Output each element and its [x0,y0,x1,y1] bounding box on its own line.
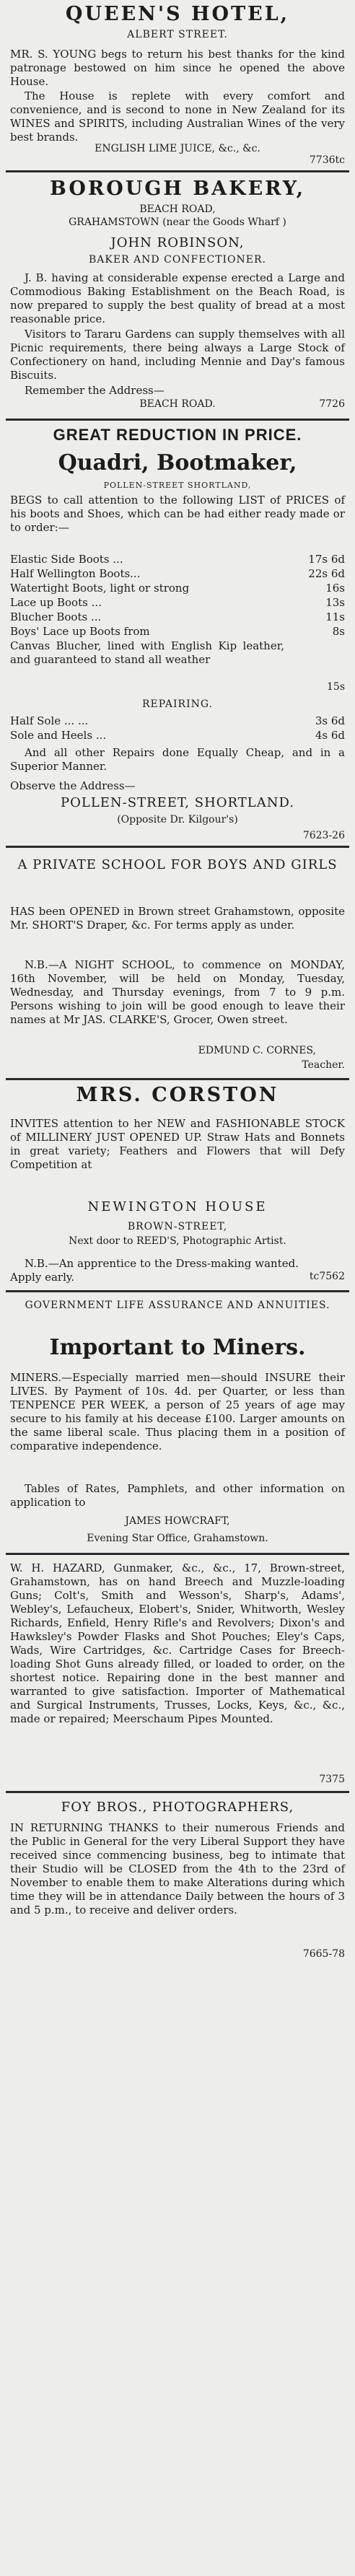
price-label: Lace up Boots ... [10,596,102,609]
corston-nb: N.B.—An apprentice to the Dress-making wanted. Apply early. [10,1257,299,1284]
corston-next-door: Next door to REED'S, Photographic Artist. [69,1235,286,1247]
queens-hotel-paragraph-2: The House is replete with every comfort and convenience, and is second to none in New Zealand for its WINES and SPIRITS, including Australian Wines of the very best brands. [10,89,345,144]
bakery-trade: BAKER AND CONFECTIONER. [89,254,266,266]
price-value: 17s 6d [308,553,345,566]
quadri-title: Quadri, Bootmaker, [58,450,297,476]
foy-paragraph: IN RETURNING THANKS to their numerous Friends and the Public in General for the very Liberal Support they have received since commencing business, beg to intimate that their Studio will be CLOSED from the 4th to the 23rd of November to enable them to make Alterations during which time they will be in attendance Daily between the hours of 3 and 5 p.m., to receive and deliver orders. [10,1821,345,1916]
bakery-proprietor: JOHN ROBINSON, [110,235,245,250]
divider [6,1553,349,1555]
bakery-paragraph-1: J. B. having at considerable expense erected a Large and Commodious Baking Establishment on the Beach Road, is now prepared to supply the best quality of bread at a most reasonable price. [10,271,345,325]
hazard-paragraph: W. H. HAZARD, Gunmaker, &c., &c., 17, Brown-street, Grahamstown, has on hand Breech and Muzzle-loading Guns; Colt's, Smith and Wesson's, Sharp's, Adams', Webley's, Lefaucheux, Elobert's, Snider, Whitworth, Wesley Richards, Enfield, Henry Rifle's and Revolvers; Dixon's and Hawksley's Powder Flasks and Shot Pouches; Eley's Caps, Wads, Wire Cartridges, &c. Cartridge Cases for Breech-loading Shot Guns already filled, or loaded to order, on the shortest notice. Repairing done in the best manner and warranted to give satisfaction. Importer of Mathematical and Surgical Instruments, Trusses, Locks, Keys, &c., &c., made or repaired; Meerschaum Pipes Mounted. [10,1561,345,1725]
govt-title: GOVERNMENT LIFE ASSURANCE AND ANNUITIES. [25,1300,330,1311]
queens-hotel-ref: 7736tc [309,154,345,166]
quadri-intro: BEGS to call attention to the following LIST of PRICES of his boots and Shoes, which can be had either ready made or to order:— [10,494,345,534]
price-label: Blucher Boots ... [10,610,102,623]
quadri-street: POLLEN-STREET SHORTLAND, [103,481,252,490]
bakery-address: BEACH ROAD. [139,398,216,410]
queens-hotel-lime-juice: ENGLISH LIME JUICE, &c., &c. [95,143,260,154]
corston-ref: tc7562 [309,1271,345,1282]
price-label: Boys' Lace up Boots from [10,625,150,638]
bakery-town: GRAHAMSTOWN (near the Goods Wharf ) [69,216,286,228]
school-title: A PRIVATE SCHOOL FOR BOYS AND GIRLS [17,857,338,872]
bakery-remember: Remember the Address— [25,384,165,397]
divider [6,1791,349,1793]
quadri-canvas-blucher: Canvas Blucher, lined with English Kip leather, and guaranteed to stand all weather [10,639,284,666]
bakery-road: BEACH ROAD, [139,203,216,215]
corston-title: MRS. CORSTON [76,1084,279,1106]
quadri-observe: Observe the Address— [10,779,136,792]
price-value: 11s [325,610,345,623]
hazard-ref: 7375 [319,1774,345,1785]
quadri-banner: GREAT REDUCTION IN PRICE. [53,426,302,444]
miners-office: Evening Star Office, Grahamstown. [87,1533,268,1544]
quadri-opposite: (Opposite Dr. Kilgour's) [117,814,238,825]
quadri-repairing-heading: REPAIRING. [142,698,213,710]
quadri-address: POLLEN-STREET, SHORTLAND. [61,795,294,810]
school-paragraph-1: HAS been OPENED in Brown street Grahamstown, opposite Mr. SHORT'S Draper, &c. For terms apply as under. [10,905,345,932]
queens-hotel-address: ALBERT STREET. [127,29,228,40]
foy-title: FOY BROS., PHOTOGRAPHERS, [61,1800,294,1815]
bakery-ref: 7726 [319,398,345,410]
quadri-ref: 7623-26 [302,830,345,841]
school-signature: EDMUND C. CORNES, [198,1045,316,1056]
quadri-canvas-price: 15s [327,681,345,693]
miners-paragraph-2: Tables of Rates, Pamphlets, and other information on application to [10,1482,345,1509]
queens-hotel-paragraph-1: MR. S. YOUNG begs to return his best thanks for the kind patronage bestowed on him since he opened the above House. [10,48,345,88]
bakery-title: BOROUGH BAKERY, [50,178,305,200]
divider [6,1290,349,1292]
miners-paragraph-1: MINERS.—Especially married men—should INSURE their LIVES. By Payment of 10s. 4d. per Quarter, or less than TENPENCE PER WEEK, a person of 25 years of age may secure to his family at his decease £100. Larger amounts on the same liberal scale. Thus placing them in a position of comparative independence. [10,1371,345,1453]
corston-paragraph: INVITES attention to her NEW and FASHIONABLE STOCK of MILLINERY JUST OPENED UP. Straw Hats and Bonnets in great variety; Feathers and Flowers that will Defy Competition at [10,1117,345,1171]
bakery-paragraph-2: Visitors to Tararu Gardens can supply themselves with all Picnic requirements, there being always a Large Stock of Confectionery on hand, including Mennie and Day's famous Biscuits. [10,328,345,382]
price-label: Half Wellington Boots... [10,567,141,580]
price-label: Elastic Side Boots ... [10,553,123,566]
price-value: 8s [332,625,345,638]
divider [6,1078,349,1080]
miners-agent: JAMES HOWCRAFT, [125,1515,230,1527]
quadri-other-repairs: And all other Repairs done Equally Cheap, and in a Superior Manner. [10,746,345,773]
queens-hotel-title: QUEEN'S HOTEL, [65,3,290,25]
price-value: 22s 6d [308,567,345,580]
foy-ref: 7665-78 [302,1948,345,1960]
price-label: Watertight Boots, light or strong [10,582,190,595]
repair-price: 3s 6d [315,714,345,727]
repair-label: Half Sole ... ... [10,714,89,727]
corston-street: BROWN-STREET, [127,1221,228,1232]
corston-house: NEWINGTON HOUSE [87,1199,268,1214]
price-value: 16s [325,582,345,595]
school-role: Teacher. [302,1059,345,1071]
repair-label: Sole and Heels ... [10,729,107,742]
divider [6,846,349,848]
school-paragraph-2: N.B.—A NIGHT SCHOOL, to commence on MONDAY, 16th November, will be held on Monday, Tuesday, Wednesday, and Thursday evenings, from 7 to 9 p.m. Persons wishing to join will be good enough to leave their names at Mr JAS. CLARKE'S, Grocer, Owen street. [10,958,345,1026]
miners-title: Important to Miners. [49,1335,306,1360]
repair-price: 4s 6d [315,729,345,742]
price-value: 13s [325,596,345,609]
divider [6,170,349,172]
divider [6,419,349,421]
